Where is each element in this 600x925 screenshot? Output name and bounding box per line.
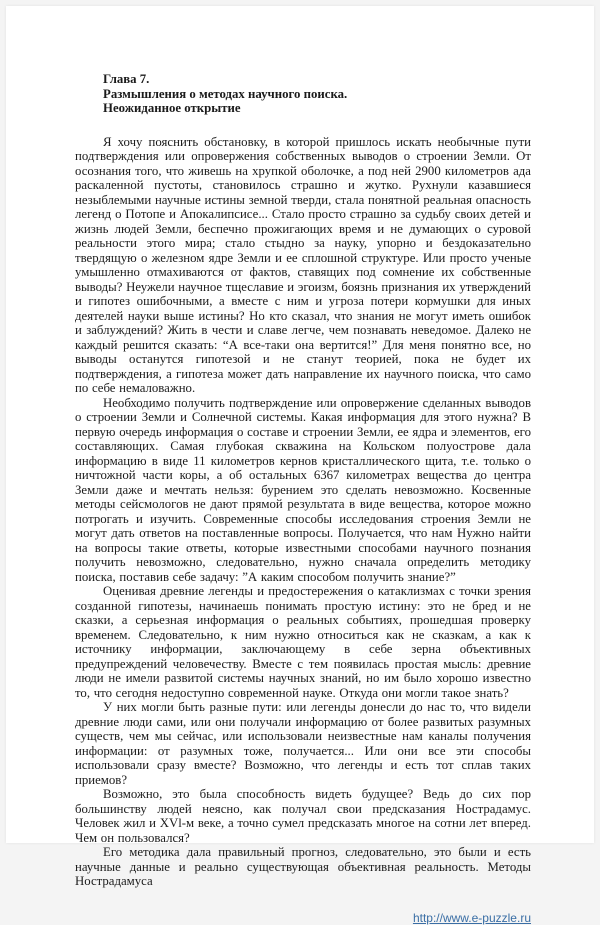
page-footer — [75, 911, 531, 925]
paragraph: Его методика дала правильный прогноз, следовательно, это были и есть научные данные и реально существующая объективная реальность. Методы Нострадамуса — [75, 845, 531, 888]
page-content — [75, 72, 531, 889]
chapter-title: Размышления о методах научного поиска. — [103, 86, 348, 101]
chapter-number: Глава 7. — [103, 72, 150, 86]
chapter-heading — [75, 72, 531, 116]
chapter-subtitle: Неожиданное открытие — [103, 101, 241, 115]
paragraph: Возможно, это была способность видеть будущее? Ведь до сих пор большинству людей неясно, как получал свои предсказания Нострадамус. Человек жил и XVl-м веке, а точно сумел предсказать многое на сотни лет вперед. Чем он пользовался? — [75, 787, 531, 845]
paragraph: Я хочу пояснить обстановку, в которой пришлось искать необычные пути подтверждения или опровержения собственных выводов о строении Земли. От осознания того, что живешь на хрупкой оболочке, а под ней 2900 километров ада раскаленной пустоты, становилось страшно и жутко. Рухнули казавшиеся незыблемыми научные истины земной тверди, стала понятной реальная опасность легенд о Потопе и Апокалипсисе... Стало просто страшно за судьбу своих детей и жизнь людей Земли, беспечно прожигающих время и не думающих о суровой реальности этого мира; стало стыдно за науку, упорно и бездоказательно твердящую о железном ядре Земли и ее сплошной структуре. Или просто ученые умышленно отмахиваются от фактов, ставящих под сомнение их собственные выводы? Неужели научное тщеславие и эгоизм, боязнь признания их утверждений и гипотез ошибочными, а вместе с ним и угроза потери кормушки для иных деятелей науки выше истины? Но кто сказал, что знания не могут иметь ошибок и заблуждений? Жить в чести и славе легче, чем познавать неведомое. Далеко не каждый решится сказать: “А все-таки она вертится!” Для меня понятно все, но выводы останутся гипотезой и не станут теорией, пока не будет их подтверждения, а гипотеза может дать направление их научного поиска, что само по себе немаловажно. — [75, 134, 531, 395]
footer-link[interactable]: http://www.e-puzzle.ru — [412, 911, 531, 925]
paragraph: Оценивая древние легенды и предостережения о катаклизмах с точки зрения созданной гипотезы, начинаешь понимать простую истину: это не бред и не сказки, а серьезная информация о реальных событиях, прошедшая проверку временем. Следовательно, к ним нужно относиться как не сказкам, а как к источнику информации, заключающему в себе зерна объективных предупреждений человечеству. Вместе с тем появилась простая мысль: древние люди не имели развитой системы научных знаний, но им было хорошо известно то, что сегодня недоступно современной науке. Откуда они могли такое знать? — [75, 584, 531, 700]
paragraph: Необходимо получить подтверждение или опровержение сделанных выводов о строении Земли и Солнечной системы. Какая информация для этого нужна? В первую очередь информация о составе и строении Земли, ее ядра и элементов, его составляющих. Самая глубокая скважина на Кольском полуострове дала информацию в виде 11 километров кернов кристаллического щита, т.е. только о ничтожной части коры, а об остальных 6367 километрах вещества до центра Земли даже и мечтать нельзя: бурением это сделать невозможно. Косвенные методы сейсмологов не дают прямой результата в виде вещества, которое можно потрогать и изучить. Современные способы исследования строения Земли не могут дать ответов на поставленные вопросы. Получается, что нам Нужно найти на вопросы такие ответы, которые известными способами научного познания получить невозможно, следовательно, нужно сначала определить методику поиска, поставив себе задачу: ”А каким способом получить знание?” — [75, 395, 531, 584]
document-page — [6, 6, 594, 925]
body-text — [75, 135, 531, 889]
paragraph: У них могли быть разные пути: или легенды донесли до нас то, что видели древние люди сами, или они получали информацию от более развитых разумных существ, чем мы сейчас, или использовали неизвестные нам каналы получения информации: от разумных тоже, получается... Или они все эти способы использовали сразу вместе? Возможно, что легенды и есть тот сплав таких приемов? — [75, 700, 531, 787]
